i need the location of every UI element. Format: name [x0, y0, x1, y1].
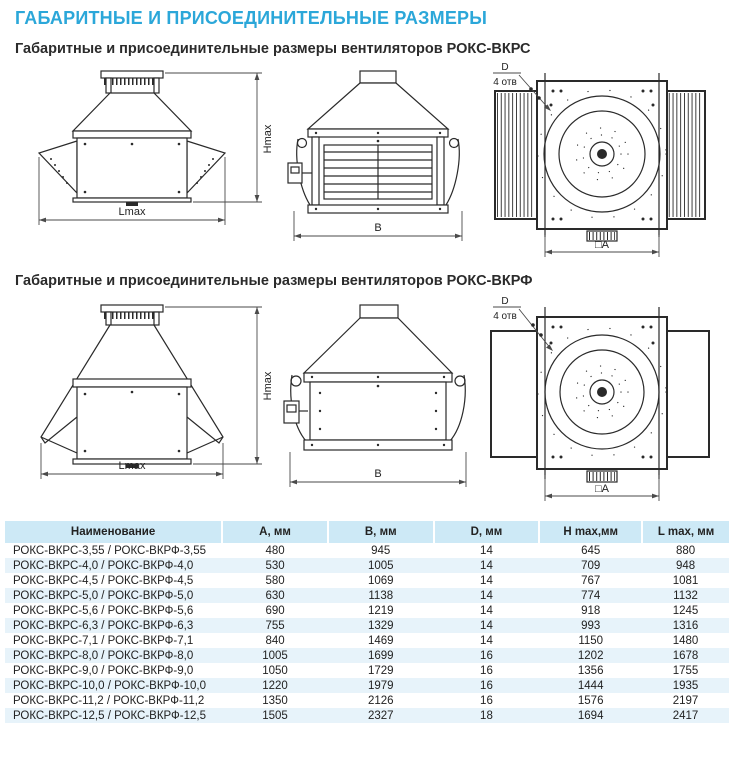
table-row: [5, 648, 729, 663]
table-row: [5, 708, 729, 723]
table-row: [5, 603, 729, 618]
dimension-value-cell: 1069: [367, 575, 394, 587]
model-name-cell: РОКС-ВКРС-7,1 / РОКС-ВКРФ-7,1: [13, 635, 194, 647]
table-row: [5, 618, 729, 633]
dimension-value-cell: 840: [265, 635, 285, 647]
dimension-value-cell: 2417: [672, 710, 699, 722]
model-name-cell: РОКС-ВКРС-6,3 / РОКС-ВКРФ-6,3: [13, 620, 194, 632]
dimension-value-cell: 530: [265, 560, 285, 572]
dimension-value-cell: 1050: [262, 665, 288, 677]
column-header-lmax: L max, мм: [642, 521, 729, 543]
drawing-vkrf-side-view: [15, 291, 280, 507]
column-header-name: Наименование: [5, 521, 222, 543]
model-name-cell: РОКС-ВКРС-4,5 / РОКС-ВКРФ-4,5: [13, 575, 194, 587]
dimension-value-cell: 1356: [577, 665, 604, 677]
dimension-value-cell: 709: [581, 560, 601, 572]
dimension-value-cell: 774: [581, 590, 601, 602]
dimensions-table: [5, 521, 729, 723]
drawing-vkrf-top-view: [475, 291, 725, 507]
dimension-value-cell: 16: [480, 680, 493, 692]
dimension-value-cell: 767: [581, 575, 601, 587]
section-title-vkrf: Габаритные и присоединительные размеры вентиляторов РОКС-ВКРФ: [15, 273, 533, 289]
dimension-value-cell: 14: [480, 575, 493, 587]
model-name-cell: РОКС-ВКРС-9,0 / РОКС-ВКРФ-9,0: [13, 665, 194, 677]
dimension-value-cell: 1576: [577, 695, 604, 707]
dimension-value-cell: 880: [675, 545, 696, 557]
vkrs-drawings-row: [0, 59, 734, 261]
dimension-value-cell: 580: [265, 575, 285, 587]
dimension-value-cell: 645: [581, 545, 601, 557]
hole-diameter-label: D: [501, 62, 509, 73]
table-header-row: [5, 521, 729, 543]
table-row: [5, 588, 729, 603]
dimension-value-cell: 1245: [672, 605, 699, 617]
dimension-value-cell: 1005: [262, 650, 288, 662]
drawing-vkrf-front-view: [280, 291, 475, 507]
hmax-label: Hmax: [262, 371, 274, 401]
dimension-value-cell: 1350: [262, 695, 288, 707]
drawing-vkrs-front-view: [280, 59, 475, 261]
dimension-value-cell: 14: [480, 545, 493, 557]
dimension-value-cell: 1469: [367, 635, 394, 647]
dimension-value-cell: 1202: [577, 650, 604, 662]
dimensions-table-body: [5, 543, 729, 723]
model-name-cell: РОКС-ВКРС-3,55 / РОКС-ВКРФ-3,55: [13, 545, 207, 557]
model-name-cell: РОКС-ВКРС-10,0 / РОКС-ВКРФ-10,0: [13, 680, 207, 692]
dimension-value-cell: 1219: [367, 605, 394, 617]
dimension-value-cell: 1729: [367, 665, 394, 677]
dimension-value-cell: 1316: [672, 620, 699, 632]
dimension-value-cell: 1505: [262, 710, 288, 722]
dimension-value-cell: 16: [480, 665, 493, 677]
column-header-a: А, мм: [222, 521, 328, 543]
table-row: [5, 693, 729, 708]
hole-count-label: 4 отв: [493, 77, 517, 88]
table-row: [5, 633, 729, 648]
dimension-value-cell: 16: [480, 650, 493, 662]
table-row: [5, 663, 729, 678]
model-name-cell: РОКС-ВКРС-8,0 / РОКС-ВКРФ-8,0: [13, 650, 194, 662]
model-name-cell: РОКС-ВКРС-11,2 / РОКС-ВКРФ-11,2: [13, 695, 205, 707]
b-label: B: [374, 468, 382, 480]
dimension-value-cell: 1150: [578, 635, 604, 647]
dimension-value-cell: 945: [371, 545, 391, 557]
dimension-value-cell: 2126: [367, 695, 394, 707]
drawing-vkrs-side-view: [15, 59, 280, 261]
drawing-vkrs-top-view: [475, 59, 725, 261]
dimension-value-cell: 993: [581, 620, 601, 632]
lmax-label: Lmax: [118, 460, 146, 472]
table-row: [5, 678, 729, 693]
hole-diameter-label: D: [501, 296, 509, 307]
table-row: [5, 558, 729, 573]
dimension-value-cell: 480: [265, 545, 285, 557]
dimension-value-cell: 1444: [577, 680, 604, 692]
model-name-cell: РОКС-ВКРС-5,0 / РОКС-ВКРФ-5,0: [13, 590, 194, 602]
model-name-cell: РОКС-ВКРС-4,0 / РОКС-ВКРФ-4,0: [13, 560, 194, 572]
column-header-hmax: Н max,мм: [539, 521, 642, 543]
dimension-value-cell: 1678: [672, 650, 699, 662]
dimension-value-cell: 630: [265, 590, 285, 602]
dimension-value-cell: 16: [480, 695, 493, 707]
dimension-value-cell: 14: [480, 605, 493, 617]
dimension-value-cell: 1694: [577, 710, 604, 722]
vkrf-drawings-row: [0, 291, 734, 507]
section-title-vkrs: Габаритные и присоединительные размеры вентиляторов РОКС-ВКРС: [15, 41, 531, 57]
dimension-value-cell: 1979: [367, 680, 394, 692]
dimension-value-cell: 1699: [367, 650, 394, 662]
hole-count-label: 4 отв: [493, 311, 517, 322]
a-square-label: □A: [595, 239, 609, 251]
dimension-value-cell: 14: [480, 635, 493, 647]
dimension-value-cell: 755: [265, 620, 285, 632]
dimension-value-cell: 690: [265, 605, 285, 617]
table-row: [5, 543, 729, 558]
dimension-value-cell: 14: [480, 560, 493, 572]
dimension-value-cell: 1480: [672, 635, 699, 647]
dimension-value-cell: 1005: [367, 560, 394, 572]
dimension-value-cell: 14: [480, 620, 493, 632]
column-header-b: В, мм: [328, 521, 434, 543]
dimension-value-cell: 1138: [368, 590, 394, 602]
dimension-value-cell: 948: [675, 560, 696, 572]
dimension-value-cell: 14: [480, 590, 493, 602]
dimension-value-cell: 1081: [672, 575, 699, 587]
hmax-label: Hmax: [262, 124, 274, 154]
dimension-value-cell: 2327: [367, 710, 394, 722]
dimension-value-cell: 1935: [672, 680, 699, 692]
a-square-label: □A: [595, 483, 609, 495]
dimension-value-cell: 2197: [672, 695, 699, 707]
model-name-cell: РОКС-ВКРС-5,6 / РОКС-ВКРФ-5,6: [13, 605, 194, 617]
dimension-value-cell: 1329: [367, 620, 394, 632]
table-row: [5, 573, 729, 588]
dimension-value-cell: 1755: [672, 665, 699, 677]
column-header-d: D, мм: [434, 521, 540, 543]
b-label: B: [374, 222, 382, 234]
model-name-cell: РОКС-ВКРС-12,5 / РОКС-ВКРФ-12,5: [13, 710, 207, 722]
dimension-value-cell: 1220: [262, 680, 288, 692]
page-title: ГАБАРИТНЫЕ И ПРИСОЕДИНИТЕЛЬНЫЕ РАЗМЕРЫ: [15, 8, 488, 28]
dimension-value-cell: 1132: [673, 590, 698, 602]
dimension-value-cell: 918: [581, 605, 601, 617]
dimension-value-cell: 18: [480, 710, 493, 722]
lmax-label: Lmax: [118, 206, 146, 218]
